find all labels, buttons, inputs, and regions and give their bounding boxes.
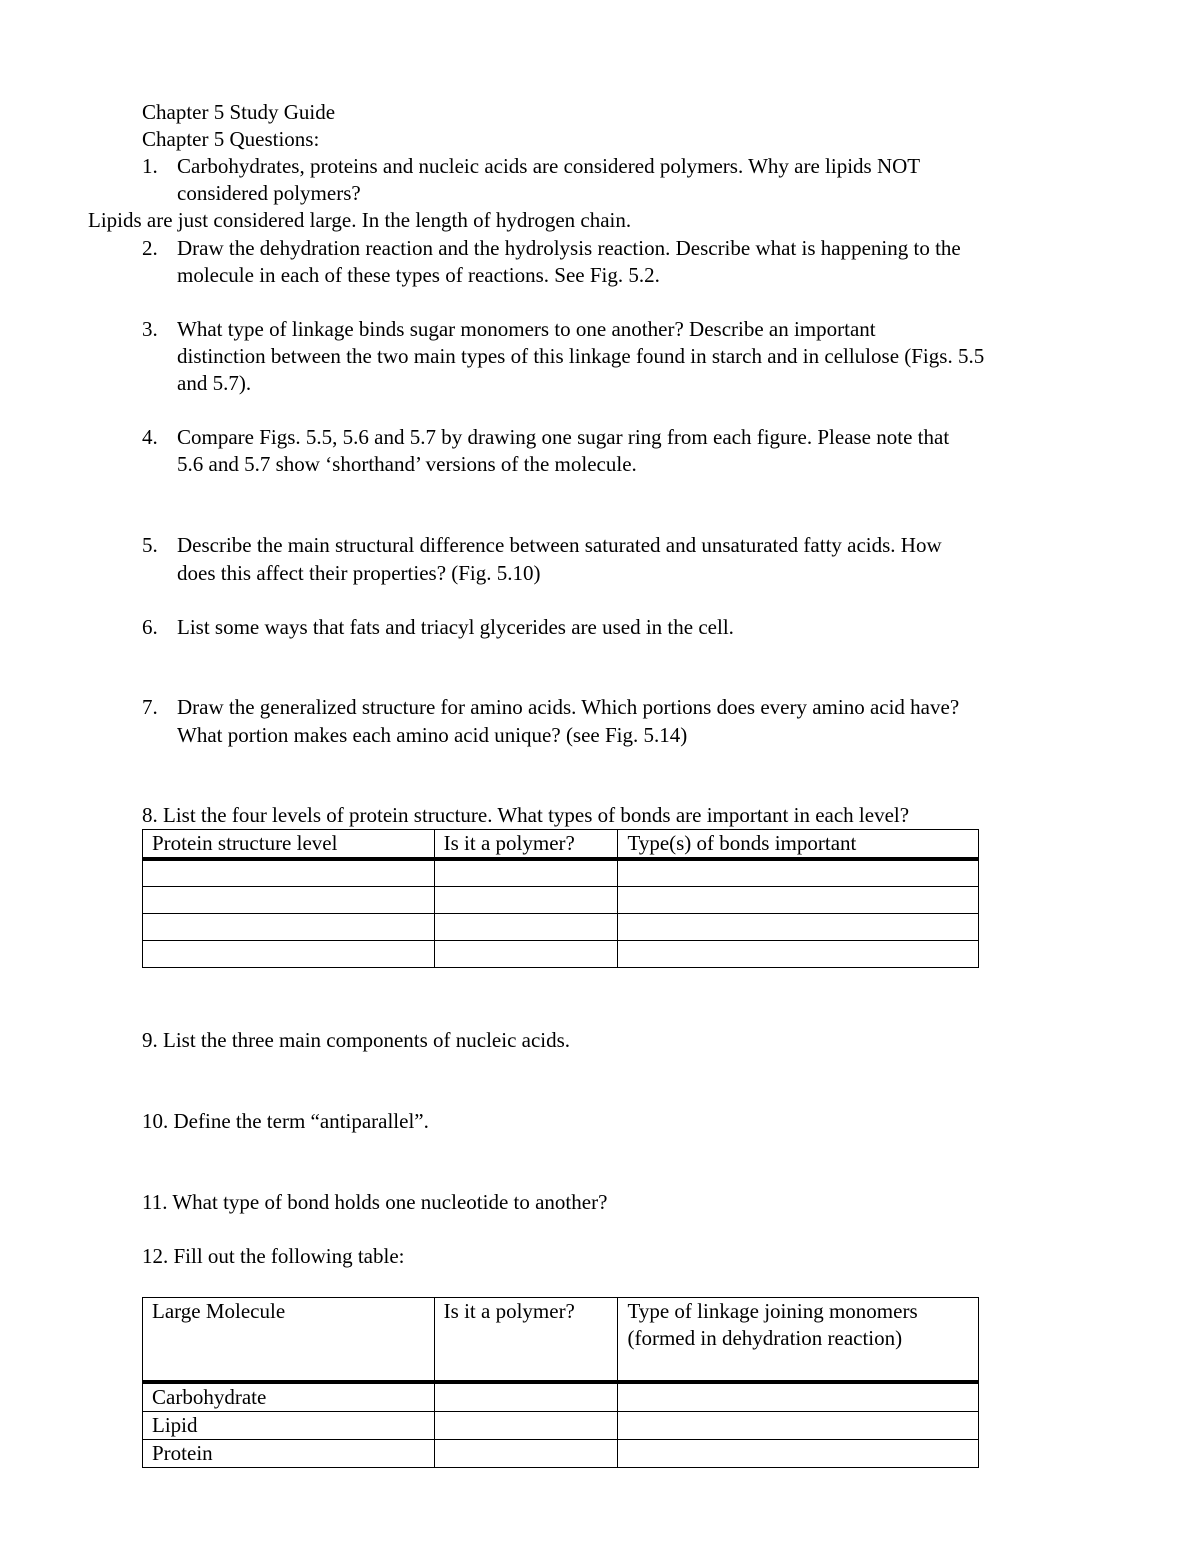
table-cell[interactable]: [618, 913, 979, 940]
question-5-line-2: does this affect their properties? (Fig. 5.10): [177, 561, 541, 585]
question-3-number: 3.: [142, 317, 158, 341]
large-molecule-table: [142, 1297, 979, 1468]
table-row: [143, 1411, 979, 1439]
table-header-bond-types: Type(s) of bonds important: [618, 830, 979, 860]
table-header-is-polymer: Is it a polymer?: [434, 830, 618, 860]
table-cell[interactable]: [434, 1382, 618, 1412]
table-row: [143, 859, 979, 886]
table-cell[interactable]: [618, 886, 979, 913]
table-header-is-polymer: Is it a polymer?: [434, 1298, 618, 1382]
question-1-line-2: considered polymers?: [177, 181, 361, 205]
question-2-number: 2.: [142, 236, 158, 260]
table-header-linkage-type: Type of linkage joining monomers (formed in dehydration reaction): [618, 1298, 979, 1382]
question-4-line-1: Compare Figs. 5.5, 5.6 and 5.7 by drawing one sugar ring from each figure. Please note that: [177, 425, 950, 449]
document-title: Chapter 5 Study Guide: [142, 100, 336, 124]
table-cell[interactable]: [618, 1382, 979, 1412]
table-cell[interactable]: [434, 1439, 618, 1467]
table-cell[interactable]: [618, 859, 979, 886]
table-row: [143, 940, 979, 967]
question-6-line-1: List some ways that fats and triacyl glycerides are used in the cell.: [177, 615, 734, 639]
table-cell[interactable]: [434, 913, 618, 940]
question-11-text: 11. What type of bond holds one nucleotide to another?: [142, 1190, 608, 1214]
question-8-text: 8. List the four levels of protein structure. What types of bonds are important in each level?: [142, 803, 910, 827]
table-cell[interactable]: [434, 886, 618, 913]
table-cell[interactable]: [618, 1439, 979, 1467]
table-cell[interactable]: [434, 1411, 618, 1439]
table-cell[interactable]: [618, 940, 979, 967]
document-subtitle: Chapter 5 Questions:: [142, 127, 320, 151]
row-label-lipid: Lipid: [143, 1411, 435, 1439]
table-cell[interactable]: [143, 859, 435, 886]
protein-structure-table: [142, 829, 979, 968]
question-2-line-2: molecule in each of these types of reactions. See Fig. 5.2.: [177, 263, 660, 287]
question-1-number: 1.: [142, 154, 158, 178]
question-1-line-1: Carbohydrates, proteins and nucleic acids are considered polymers. Why are lipids NOT: [177, 154, 921, 178]
table-cell[interactable]: [434, 859, 618, 886]
table-row: [143, 1382, 979, 1412]
question-10-text: 10. Define the term “antiparallel”.: [142, 1109, 429, 1133]
question-5-line-1: Describe the main structural difference between saturated and unsaturated fatty acids. How: [177, 533, 942, 557]
table-row: [143, 1439, 979, 1467]
table-cell[interactable]: [143, 940, 435, 967]
table-cell[interactable]: [618, 1411, 979, 1439]
table-cell[interactable]: [434, 940, 618, 967]
question-9-text: 9. List the three main components of nucleic acids.: [142, 1028, 571, 1052]
table-row: [143, 913, 979, 940]
row-label-protein: Protein: [143, 1439, 435, 1467]
question-5-number: 5.: [142, 533, 158, 557]
question-6-number: 6.: [142, 615, 158, 639]
question-7-line-2: What portion makes each amino acid unique? (see Fig. 5.14): [177, 723, 688, 747]
question-12-text: 12. Fill out the following table:: [142, 1244, 405, 1268]
row-label-carbohydrate: Carbohydrate: [143, 1382, 435, 1412]
question-4-line-2: 5.6 and 5.7 show ‘shorthand’ versions of the molecule.: [177, 452, 637, 476]
question-2-line-1: Draw the dehydration reaction and the hydrolysis reaction. Describe what is happening to the: [177, 236, 961, 260]
question-7-line-1: Draw the generalized structure for amino acids. Which portions does every amino acid have?: [177, 695, 960, 719]
question-3-line-2: distinction between the two main types of this linkage found in starch and in cellulose (Figs. 5.5: [177, 344, 985, 368]
table-header-large-molecule: Large Molecule: [143, 1298, 435, 1382]
question-7-number: 7.: [142, 695, 158, 719]
table-header-protein-structure-level: Protein structure level: [143, 830, 435, 860]
question-1-answer: Lipids are just considered large. In the length of hydrogen chain.: [88, 208, 632, 232]
question-4-number: 4.: [142, 425, 158, 449]
table-row: [143, 886, 979, 913]
question-3-line-1: What type of linkage binds sugar monomers to one another? Describe an important: [177, 317, 876, 341]
table-cell[interactable]: [143, 913, 435, 940]
table-cell[interactable]: [143, 886, 435, 913]
question-3-line-3: and 5.7).: [177, 371, 252, 395]
